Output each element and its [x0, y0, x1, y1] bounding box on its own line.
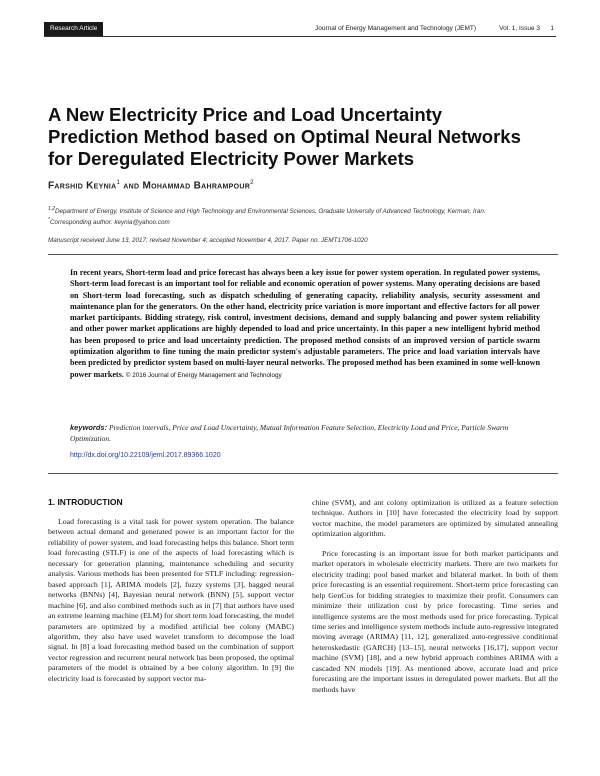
article-type-tag: Research Article — [44, 22, 103, 36]
running-header — [44, 22, 556, 37]
corresponding-mark: * — [48, 217, 50, 224]
affiliation-text: Department of Energy, Institute of Science and High Technology and Environmental Sciences, Graduate University of Advanced Technology, Kerman, Iran. — [54, 208, 486, 216]
author-name: Mohammad Bahrampour — [142, 180, 251, 192]
page-number: 1 — [550, 25, 554, 32]
manuscript-info: Manuscript received June 13, 2017; revised November 4; accepted November 4, 2017. Paper no. JEMT1706-1020 — [48, 237, 368, 244]
body-paragraph: Price forecasting is an important issue for both market participants and market operators in wholesale electricity markets. There are two markets for electricity trading: pool based market and bilateral market. In both of them price forecasting is an essential requirement. Short-term price forecasting can help GenCos for bidding strategies to maximize their profit. Consumers can minimize their utilization cost by price forecasting. Time series and intelligence systems are the most methods used for price forecasting. Typical time series and intelligence system methods include auto-regressive integrated moving average (ARIMA) [11, 12], generalized auto-regressive conditional heteroskedastic (GARCH) [13–15], neural networks [16,17], support vector machine (SVM) [18], and a new hybrid approach combines ARIMA with a cascaded NN models [19]. As mentioned above, accurate load and price forecasting are the important issues in deregulated power markets. But all the methods have — [312, 548, 558, 694]
corresponding-text: Corresponding author: keynia@yahoo.com — [49, 219, 170, 227]
copyright-notice: © 2016 Journal of Energy Management and Technology — [125, 371, 282, 379]
keywords-text: Prediction intervals, Price and Load Uncertainty, Mutual Information Feature Selection, Electricity Load and Price, Particle Swarm Optimization. — [70, 423, 509, 443]
volume-issue: Vol. 1, Issue 3 — [499, 25, 540, 32]
title-line: for Deregulated Electricity Power Markets — [48, 148, 415, 169]
body-column-right — [312, 498, 558, 704]
affiliation-line — [48, 205, 568, 216]
journal-name: Journal of Energy Management and Technology (JEMT) — [314, 25, 476, 32]
affiliation-mark: 1,2 — [48, 206, 55, 212]
body-column-left — [48, 517, 294, 693]
author-list — [48, 180, 254, 191]
corresponding-author — [48, 216, 568, 227]
abstract-text: In recent years, Short-term load and price forecast has always been a key issue for power system operation. In regulated power systems, Short-term load forecast is an important tool for reliable and economic operation of power systems. Many operating decisions are based on Short-term load forecasting, such as dispatch scheduling of generating capacity, reliability analysis, security assessment and maintenance plan for the generators. On the other hand, electricity price variation is more important and effective factors for all power market participants. Bidding strategy, risk control, investment decisions, demand and supply balancing and power system reliability and other power market applications are highly depended to load and price uncertainty. In this paper a new intelligent hybrid method has been proposed to price and load uncertainty prediction. The proposed method consists of an improved version of particle swarm optimization algorithm to fine tuning the main predictor system's adjustable parameters. The price and load variation intervals have been predicted by predictor system based on multi-layer neural networks. The proposed method has been examined in some well-known power markets. — [70, 268, 540, 379]
affiliations — [48, 205, 568, 227]
doi-link[interactable]: http://dx.doi.org/10.22109/jeml.2017.89366.1020 — [70, 452, 221, 459]
affiliation-mark: 2 — [250, 180, 254, 186]
body-paragraph: chine (SVM), and ant colony optimization is utilized as a feature selection technique. Authors in [10] have forecasted the electricity load by support vector machine, the model parameters are optimized by simulated annealing optimization algorithm. — [312, 498, 558, 539]
author-conjunction: and — [123, 180, 140, 192]
section-heading: 1. INTRODUCTION — [48, 497, 123, 507]
abstract — [70, 267, 540, 381]
paper-title — [48, 104, 558, 170]
title-line: Prediction Method based on Optimal Neural Networks — [48, 126, 521, 147]
body-paragraph: Load forecasting is a vital task for power system operation. The balance between actual demand and generated power is an important factor for the reliability of power system, and load forecasting helps this balance. Short term load forecasting (STLF) is one of the aspects of load forecasting which is necessary for generation planning, maintenance scheduling and security analysis. Various methods has been presented for STLF including: regression-based approach [1], ARIMA models [2], fuzzy systems [3], bagged neural networks (BNNs) [4], Bayesian neural network (BNN) [5], support vector machine [6], and also combined methods such as in [7] that authors have used an extreme learning machine (ELM) for short term load forecasting, the model parameters are optimized by a modified artificial bee colony (MABC) algorithm, they also have used wavelet transform to decompose the load signal. In [8] a load forecasting method based on the combination of support vector regression and recurrent neural network has been proposed, the optimal parameters of the model is obtained by a bee colony algorithm. In [9] the electricity load is forecasted by support vector ma- — [48, 517, 294, 683]
keywords-label: keywords: — [70, 423, 108, 432]
keywords — [70, 423, 540, 444]
author-name: Farshid Keynia — [48, 180, 117, 192]
affiliation-mark: 1 — [116, 180, 121, 186]
title-line: A New Electricity Price and Load Uncertainty — [48, 104, 443, 125]
